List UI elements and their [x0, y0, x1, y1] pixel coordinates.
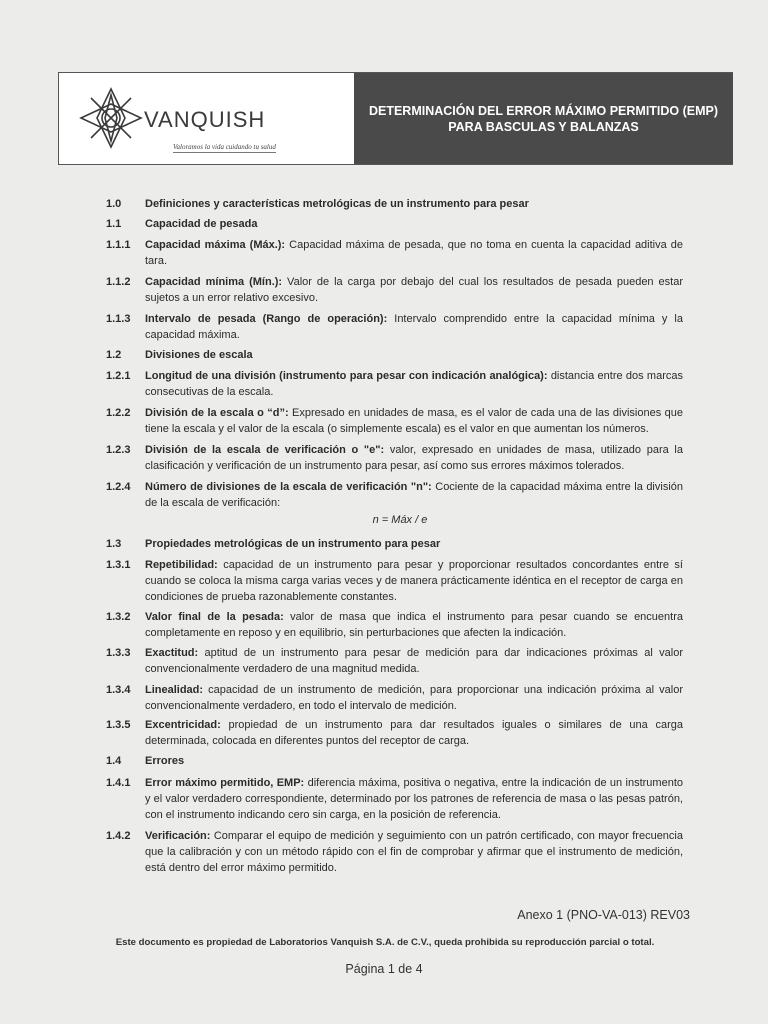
document-header	[58, 72, 733, 165]
section-heading: Definiciones y características metrológicas de un instrumento para pesar	[145, 198, 529, 210]
company-logo	[59, 73, 354, 164]
section-number: 1.2.2	[106, 407, 131, 419]
term-definition: diferencia máxima, positiva o negativa, entre la indicación de un instrumento y el valor verdadero correspondiente, determinado por los patrones de referencia de masa o las pesas patrón, con el instrumento indicando cero sin carga, en la posición de referencia.	[145, 777, 683, 821]
term-definition: valor de masa que indica el instrumento para pesar cuando se encuentra completamente en reposo y en equilibrio, sin perturbaciones que afecten la indicación.	[145, 611, 683, 639]
section-number: 1.3.1	[106, 559, 131, 571]
term-label: División de la escala de verificación o "e":	[145, 444, 385, 456]
term-label: Verificación:	[145, 830, 211, 842]
section-number: 1.2.3	[106, 444, 131, 456]
term-label: División de la escala o “d”:	[145, 407, 289, 419]
term-definition: Intervalo comprendido entre la capacidad mínima y la capacidad máxima.	[145, 313, 683, 341]
term-definition: Expresado en unidades de masa, es el valor de cada una de las divisiones que tiene la escala y el valor de la escala (o simplemente escala) es el valor en que aumentan los números.	[145, 407, 683, 435]
section-number: 1.1	[106, 218, 122, 230]
section-number: 1.3.5	[106, 719, 131, 731]
term-definition: Cociente de la capacidad máxima entre la división de la escala de verificación:	[145, 481, 684, 509]
term-label: Capacidad mínima (Mín.):	[145, 276, 283, 288]
section-number: 1.1.2	[106, 276, 131, 288]
section-number: 1.3.4	[106, 684, 131, 696]
section-number: 1.0	[106, 198, 122, 210]
term-label: Error máximo permitido, EMP:	[145, 777, 305, 789]
term-label: Intervalo de pesada (Rango de operación):	[145, 313, 388, 325]
brand-name: VANQUISH	[144, 107, 266, 132]
term-definition: distancia entre dos marcas consecutivas de la escala.	[145, 370, 683, 398]
term-label: Capacidad máxima (Máx.):	[145, 239, 286, 251]
annex-reference: Anexo 1 (PNO-VA-013) REV03	[517, 908, 690, 922]
term-label: Repetibilidad:	[145, 559, 218, 571]
term-label: Linealidad:	[145, 684, 204, 696]
compass-logo-icon	[79, 87, 143, 149]
section-heading: Divisiones de escala	[145, 349, 253, 361]
term-definition: aptitud de un instrumento para pesar de medición para dar indicaciones próximas al valor convencionalmente verdadero de una magnitud medida.	[145, 647, 683, 675]
term-definition: valor, expresado en unidades de masa, utilizado para la clasificación y verificación de un instrumento para pesar, así como sus errores máximos tolerados.	[145, 444, 683, 472]
section-number: 1.4	[106, 755, 122, 767]
title-line-2: PARA BASCULAS Y BALANZAS	[448, 119, 639, 134]
formula: n = Máx / e	[372, 514, 428, 526]
section-number: 1.2	[106, 349, 122, 361]
section-number: 1.4.2	[106, 830, 131, 842]
term-label: Longitud de una división (instrumento para pesar con indicación analógica):	[145, 370, 548, 382]
section-number: 1.3.3	[106, 647, 131, 659]
section-number: 1.1.3	[106, 313, 131, 325]
term-label: Exactitud:	[145, 647, 199, 659]
section-number: 1.1.1	[106, 239, 131, 251]
title-line-1: DETERMINACIÓN DEL ERROR MÁXIMO PERMITIDO (EMP)	[368, 103, 719, 118]
document-title	[354, 73, 733, 164]
section-heading: Capacidad de pesada	[145, 218, 258, 230]
term-label: Número de divisiones de la escala de verificación "n":	[145, 481, 432, 493]
ownership-notice: Este documento es propiedad de Laboratorios Vanquish S.A. de C.V., queda prohibida su reproducción parcial o total.	[115, 937, 655, 948]
section-heading: Errores	[145, 755, 185, 767]
term-definition: Comparar el equipo de medición y seguimiento con un patrón certificado, con mayor frecuencia que la calibración y con un método rápido con el fin de comprobar y afirmar que el instrumento de medición, está dentro del error máximo permitido.	[145, 830, 683, 874]
term-definition: propiedad de un instrumento para dar resultados iguales o similares de una carga determinada, colocada en diferentes puntos del receptor de carga.	[145, 719, 683, 747]
section-number: 1.3.2	[106, 611, 131, 623]
term-label: Valor final de la pesada:	[145, 611, 284, 623]
term-definition: Valor de la carga por debajo del cual los resultados de pesada pueden estar sujetos a un error relativo excesivo.	[145, 276, 683, 304]
term-definition: capacidad de un instrumento para pesar y proporcionar resultados concordantes entre sí cuando se coloca la misma carga varias veces y de manera prácticamente idéntica en el receptor de carga en condiciones de prueba razonablemente constantes.	[145, 559, 683, 603]
term-label: Excentricidad:	[145, 719, 221, 731]
term-definition: Capacidad máxima de pesada, que no toma en cuenta la capacidad aditiva de tara.	[145, 239, 684, 267]
brand-tagline: Valoramos la vida cuidando tu salud	[173, 143, 276, 151]
section-number: 1.2.4	[106, 481, 131, 493]
section-number: 1.2.1	[106, 370, 131, 382]
section-number: 1.4.1	[106, 777, 131, 789]
term-definition: capacidad de un instrumento de medición, para proporcionar una indicación próxima al valor convencionalmente verdadero, en todo el intervalo de medición.	[145, 684, 683, 712]
section-heading: Propiedades metrológicas de un instrumento para pesar	[145, 538, 441, 550]
section-number: 1.3	[106, 538, 122, 550]
page-number: Página 1 de 4	[345, 962, 423, 976]
